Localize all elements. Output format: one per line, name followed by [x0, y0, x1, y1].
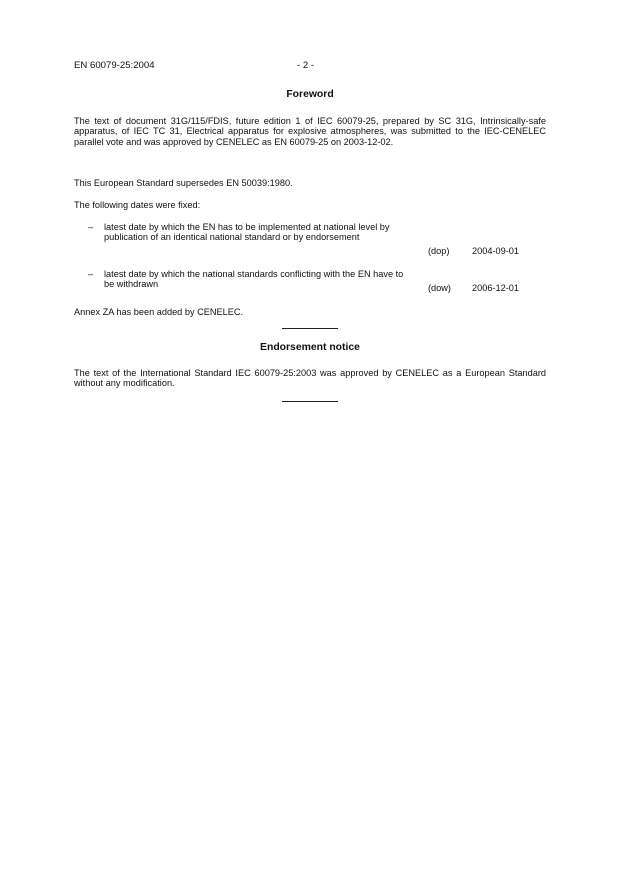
header-page-number: - 2 - [297, 60, 315, 71]
foreword-paragraph-1: The text of document 31G/115/FDIS, future edition 1 of IEC 60079-25, prepared by SC 31G, Intrinsically-safe apparatus, of IEC TC 31, Electrical apparatus for explosive atmospheres, was submitted to the IEC-CENELEC parallel vote and was approved by CENELEC as EN 60079-25 on 2003-12-02. [74, 116, 546, 147]
date-item-date: 2006-12-01 [472, 283, 519, 293]
section-divider [282, 328, 338, 329]
date-item-code: (dop) [428, 246, 450, 256]
date-item-code: (dow) [428, 283, 451, 293]
date-item-text: latest date by which the national standards conflicting with the EN have to be withdrawn [104, 269, 404, 290]
date-item-bullet: – [88, 269, 94, 279]
date-item-date: 2004-09-01 [472, 246, 519, 256]
date-item-text: latest date by which the EN has to be implemented at national level by publication of an identical national standard or by endorsement [104, 222, 390, 243]
foreword-paragraph-3: The following dates were fixed: [74, 200, 201, 210]
endorsement-paragraph: The text of the International Standard IEC 60079-25:2003 was approved by CENELEC as a European Standard without any modification. [74, 368, 546, 389]
annex-note: Annex ZA has been added by CENELEC. [74, 307, 244, 317]
endorsement-heading: Endorsement notice [260, 342, 360, 353]
foreword-paragraph-2: This European Standard supersedes EN 50039:1980. [74, 178, 293, 188]
header-document-id: EN 60079-25:2004 [74, 60, 155, 71]
date-item-bullet: – [88, 222, 94, 232]
foreword-heading: Foreword [286, 89, 334, 100]
section-divider [282, 401, 338, 402]
